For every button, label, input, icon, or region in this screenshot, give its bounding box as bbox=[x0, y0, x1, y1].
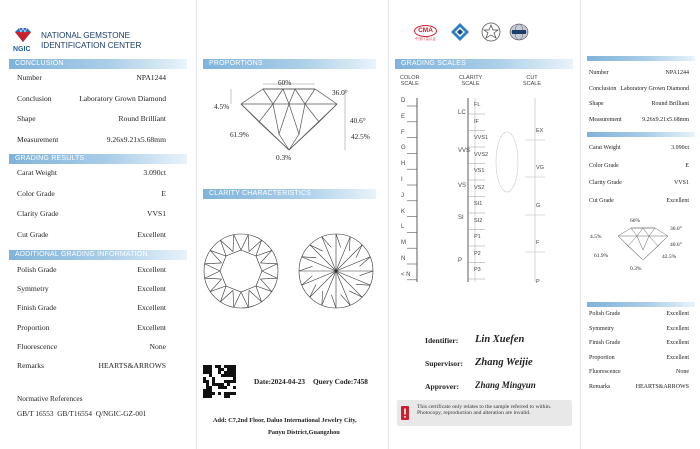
grading-label: Carat Weight bbox=[17, 168, 57, 177]
cut-scale-head: CUT SCALE bbox=[523, 75, 542, 87]
qr-code bbox=[203, 365, 236, 403]
cut-grade-label: VG bbox=[536, 165, 544, 171]
conclusion-value: NPA1244 bbox=[136, 73, 166, 82]
summary-value: HEARTS&ARROWS bbox=[635, 383, 689, 390]
color-grade-label: K bbox=[401, 208, 406, 215]
summary-value: NPA1244 bbox=[665, 70, 689, 76]
cut-grade-label: F bbox=[536, 240, 540, 246]
summary-total-depth: 61.9% bbox=[594, 253, 609, 259]
additional-value: Excellent bbox=[137, 284, 166, 294]
section-grading-scales: GRADING SCALES bbox=[395, 59, 573, 69]
summary-label: Carat Weight bbox=[589, 145, 621, 151]
normative-refs: GB/T 16553 GB/T16554 Q/NGIC-GZ-001 bbox=[17, 409, 147, 418]
conclusion-label: Measurement bbox=[17, 134, 59, 144]
conclusion-row bbox=[17, 114, 166, 124]
clarity-grade-label: P3 bbox=[474, 267, 481, 273]
clarity-group-label: P bbox=[458, 258, 463, 264]
clarity-grade-label: VS2 bbox=[474, 184, 485, 191]
clarity-grade-label: VVS1 bbox=[474, 135, 489, 141]
section-proportions: PROPORTIONS bbox=[203, 59, 376, 69]
color-grade-label: G bbox=[401, 145, 406, 152]
conclusion-label: Conclusion bbox=[17, 93, 52, 103]
conclusion-row bbox=[17, 135, 166, 145]
signature-name: Zhang Mingyun bbox=[475, 380, 536, 390]
summary-label: Conclusion bbox=[589, 85, 617, 92]
fold-line bbox=[196, 0, 197, 449]
org-line-1: NATIONAL GEMSTONE bbox=[41, 31, 131, 40]
summary-value: Excellent bbox=[666, 354, 689, 361]
clarity-group-label: VVS bbox=[458, 148, 471, 154]
grading-row bbox=[17, 209, 166, 219]
summary-value: Excellent bbox=[666, 311, 689, 317]
grading-label: Cut Grade bbox=[17, 229, 49, 239]
section-clarity: CLARITY CHARACTERISTICS bbox=[203, 189, 376, 199]
summary-value: VVS1 bbox=[673, 180, 689, 186]
summary-label: Remarks bbox=[589, 383, 611, 390]
normative-title: Normative References bbox=[17, 394, 83, 403]
grading-row bbox=[17, 168, 166, 178]
grading-value: 3.090ct bbox=[143, 168, 166, 177]
table-percent: 60% bbox=[278, 78, 292, 87]
signature-name: Lin Xuefen bbox=[475, 334, 525, 345]
notice-text: This certificate only relates to the sample referred to within. Photocopy, reproduction and alteration are invalid. bbox=[417, 404, 552, 417]
summary-label: Number bbox=[589, 70, 609, 76]
summary-row bbox=[589, 326, 689, 336]
color-grade-label: F bbox=[401, 129, 405, 136]
color-grade-label: D bbox=[401, 98, 406, 104]
additional-label: Remarks bbox=[17, 361, 44, 370]
clarity-grade-label: P2 bbox=[474, 250, 481, 257]
summary-value: E bbox=[685, 162, 689, 169]
summary-label: Cut Grade bbox=[589, 197, 614, 204]
summary-row bbox=[589, 355, 689, 365]
conclusion-row bbox=[17, 94, 166, 104]
summary-label: Shape bbox=[589, 101, 604, 107]
summary-row bbox=[589, 86, 689, 96]
summary-label: Polish Grade bbox=[589, 311, 621, 317]
summary-value: None bbox=[676, 369, 689, 375]
section-conclusion: CONCLUSION bbox=[9, 59, 187, 69]
summary-culet: 0.3% bbox=[630, 266, 642, 272]
grading-row bbox=[17, 189, 166, 199]
additional-label: Polish Grade bbox=[17, 265, 57, 274]
grading-label: Color Grade bbox=[17, 188, 55, 198]
summary-row bbox=[589, 384, 689, 394]
summary-value: Excellent bbox=[666, 325, 689, 332]
conclusion-value: Round Brilliant bbox=[118, 114, 166, 123]
summary-pavilion-angle: 40.6° bbox=[670, 242, 682, 248]
section-additional: ADDITIONAL GRADING INFORMATION bbox=[9, 250, 187, 260]
clarity-plot bbox=[201, 231, 381, 311]
crown-angle: 36.0° bbox=[332, 88, 348, 97]
signature-label: Identifier: bbox=[425, 336, 459, 345]
blue-diamond-icon bbox=[451, 23, 469, 41]
summary-value: Round Brilliant bbox=[651, 101, 689, 107]
cma-badge bbox=[414, 25, 437, 42]
summary-label: Symmetry bbox=[589, 325, 614, 332]
summary-value: 3.090ct bbox=[671, 145, 689, 151]
additional-label: Finish Grade bbox=[17, 303, 57, 313]
color-grade-label: J bbox=[401, 192, 404, 199]
clarity-grade-label: VVS2 bbox=[474, 151, 489, 158]
cma-subtitle: 中国计量认证 bbox=[415, 37, 436, 41]
summary-bar-bottom bbox=[587, 302, 695, 307]
summary-label: Measurement bbox=[589, 116, 622, 123]
summary-row bbox=[589, 117, 689, 127]
summary-row bbox=[589, 340, 689, 350]
summary-row bbox=[589, 198, 689, 208]
additional-row bbox=[17, 323, 166, 333]
clarity-grade-label: SI2 bbox=[474, 217, 483, 224]
qr-code-icon bbox=[203, 365, 236, 398]
color-grade-label: L bbox=[401, 224, 405, 231]
summary-crown-angle: 36.0° bbox=[670, 226, 682, 232]
summary-row bbox=[589, 311, 689, 321]
conclusion-value: Laboratory Grown Diamond bbox=[79, 93, 166, 103]
summary-value: Laboratory Grown Diamond bbox=[620, 85, 689, 92]
clarity-grade-label: VS1 bbox=[474, 168, 485, 174]
grading-label: Clarity Grade bbox=[17, 209, 59, 218]
summary-pavilion-depth: 42.5% bbox=[662, 254, 677, 260]
summary-value: Excellent bbox=[666, 197, 689, 204]
color-grade-label: < N bbox=[401, 271, 411, 278]
globe-badge-icon bbox=[509, 23, 529, 41]
notice-box bbox=[397, 400, 572, 426]
culet-size: 0.3% bbox=[276, 153, 292, 162]
conclusion-label: Shape bbox=[17, 114, 36, 123]
cut-grade-label: EX bbox=[536, 128, 544, 134]
grading-value: E bbox=[161, 188, 166, 198]
additional-label: Symmetry bbox=[17, 284, 49, 294]
additional-label: Fluorescence bbox=[17, 341, 58, 351]
clarity-group-label: LC bbox=[458, 110, 466, 116]
color-grade-label: E bbox=[401, 113, 406, 120]
org-name bbox=[41, 31, 141, 51]
logo-text: NGIC bbox=[13, 46, 31, 53]
summary-label: Clarity Grade bbox=[589, 180, 622, 186]
signature-label: Supervisor: bbox=[425, 359, 463, 368]
additional-label: Proportion bbox=[17, 322, 50, 332]
clarity-group-label: SI bbox=[458, 215, 464, 221]
additional-row bbox=[17, 342, 166, 352]
additional-value: Excellent bbox=[137, 322, 166, 332]
summary-value: 9.26x9.21x5.68mm bbox=[642, 116, 689, 123]
additional-value: HEARTS&ARROWS bbox=[98, 361, 166, 370]
summary-row bbox=[589, 101, 689, 111]
summary-crown-height: 4.5% bbox=[590, 234, 602, 240]
clarity-grade-label: FL bbox=[474, 102, 481, 108]
address-line-2: Panyu District,Guangzhou bbox=[268, 429, 340, 436]
report-date: Date:2024-04-23 bbox=[254, 377, 306, 386]
summary-label: Finish Grade bbox=[589, 340, 621, 346]
clarity-grade-label: IF bbox=[474, 118, 479, 125]
color-scale-head: COLOR SCALE bbox=[400, 75, 420, 87]
color-grade-label: I bbox=[401, 177, 403, 183]
summary-bar-top bbox=[587, 56, 695, 61]
conclusion-row bbox=[17, 73, 166, 83]
diamond-logo-icon bbox=[13, 28, 33, 42]
summary-value: Excellent bbox=[666, 340, 689, 346]
clarity-scale-head: CLARITY SCALE bbox=[459, 75, 483, 87]
additional-value: None bbox=[149, 341, 166, 351]
grading-scales-chart bbox=[395, 90, 575, 290]
additional-row bbox=[17, 265, 166, 275]
additional-value: Excellent bbox=[137, 303, 166, 313]
ngic-logo bbox=[13, 28, 33, 53]
summary-label: Proportion bbox=[589, 354, 615, 361]
pavilion-angle: 40.6° bbox=[350, 116, 366, 125]
signature-name: Zhang Weijie bbox=[475, 357, 533, 368]
conclusion-label: Number bbox=[17, 73, 42, 82]
summary-table: 60% bbox=[630, 218, 641, 224]
grading-row bbox=[17, 230, 166, 240]
cut-grade-label: G bbox=[536, 203, 541, 209]
org-line-2: IDENTIFICATION CENTER bbox=[41, 41, 142, 50]
summary-label: Color Grade bbox=[589, 162, 619, 169]
summary-row bbox=[589, 180, 689, 190]
pavilion-depth: 42.5% bbox=[351, 132, 370, 141]
color-grade-label: M bbox=[401, 240, 406, 247]
additional-value: Excellent bbox=[137, 265, 166, 274]
conclusion-value: 9.26x9.21x5.68mm bbox=[106, 134, 166, 144]
grading-value: Excellent bbox=[137, 229, 166, 239]
color-grade-label: N bbox=[401, 256, 406, 262]
total-depth: 61.9% bbox=[230, 130, 249, 139]
clarity-group-label: VS bbox=[458, 183, 467, 189]
clarity-grade-label: SI1 bbox=[474, 201, 483, 207]
additional-row bbox=[17, 361, 166, 371]
section-grading-results: GRADING RESULTS bbox=[9, 154, 187, 164]
summary-row bbox=[589, 163, 689, 173]
grading-value: VVS1 bbox=[147, 209, 166, 218]
color-grade-label: H bbox=[401, 161, 406, 168]
summary-bar-mid bbox=[587, 132, 695, 137]
fold-line bbox=[580, 0, 581, 449]
summary-row bbox=[589, 369, 689, 379]
cma-mark: CMA bbox=[414, 25, 437, 37]
star-badge-icon bbox=[481, 22, 501, 42]
additional-row bbox=[17, 284, 166, 294]
cut-grade-label: P bbox=[536, 279, 540, 285]
signature-label: Approver: bbox=[425, 382, 460, 391]
summary-row bbox=[589, 70, 689, 80]
summary-label: Fluorescence bbox=[589, 369, 621, 375]
summary-row bbox=[589, 145, 689, 155]
fold-line bbox=[388, 0, 389, 449]
clarity-grade-label: P1 bbox=[474, 234, 481, 240]
warning-icon bbox=[401, 406, 409, 420]
additional-row bbox=[17, 303, 166, 313]
crown-height: 4.5% bbox=[214, 102, 230, 111]
address-line-1: Add: C7,2nd Floor, Daluo International Jewelry City, bbox=[213, 417, 357, 424]
query-code: Query Code:7458 bbox=[313, 377, 368, 386]
